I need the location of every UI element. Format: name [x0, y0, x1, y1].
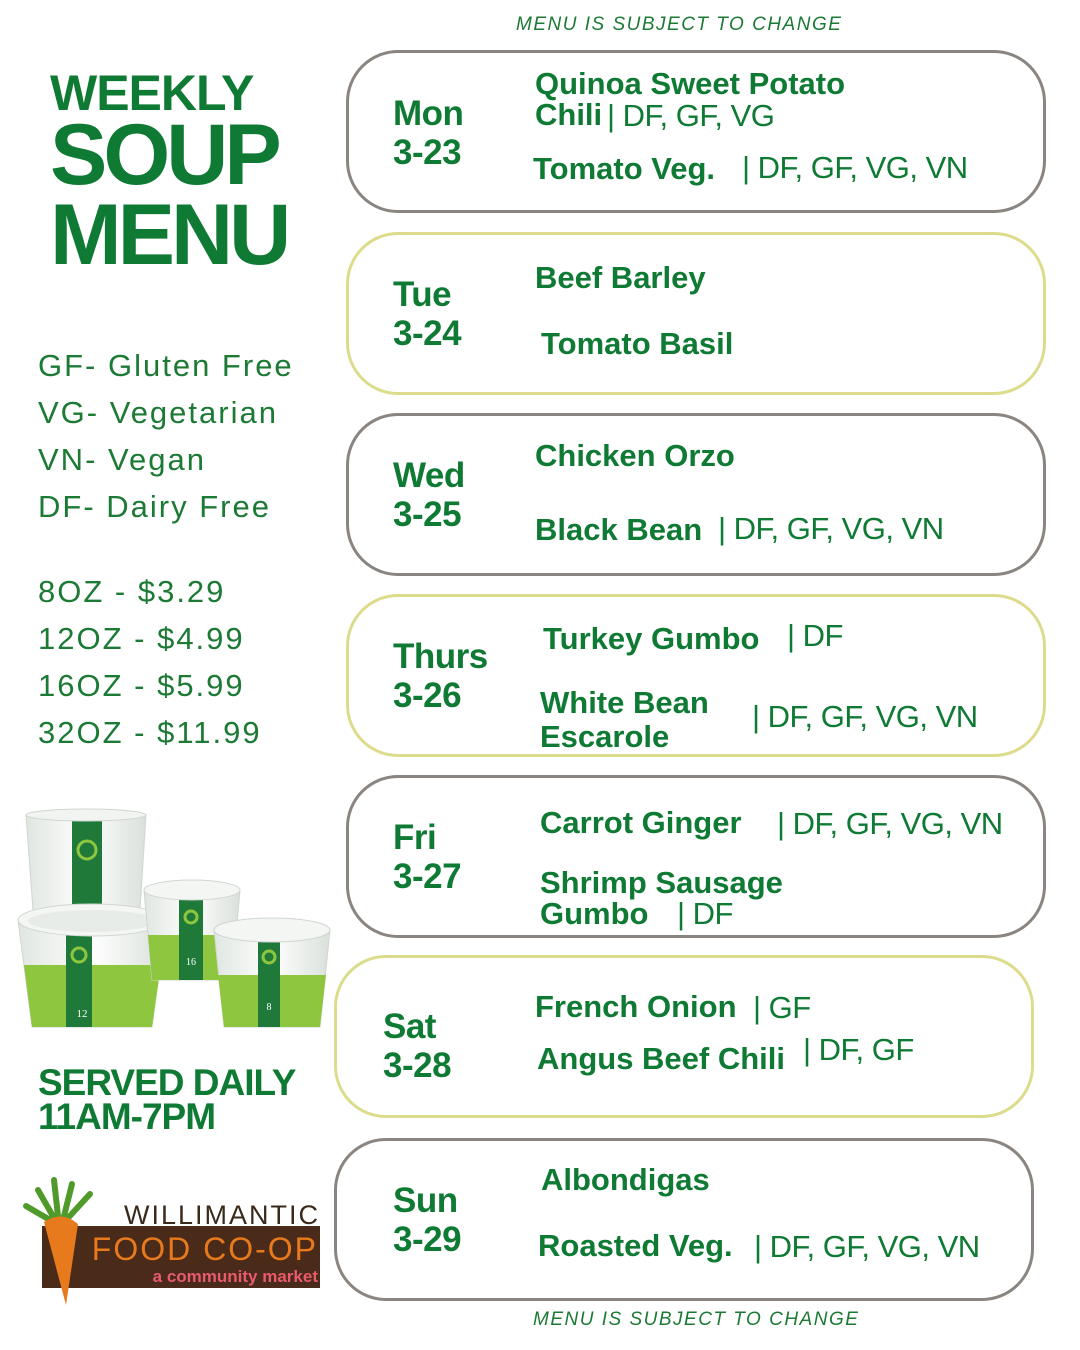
soup-name: Roasted Veg.: [538, 1228, 733, 1263]
menu-change-notice-top: MENU IS SUBJECT TO CHANGE: [516, 14, 843, 35]
day-label-mon: Mon 3-23: [393, 94, 464, 172]
cup-8oz-icon: [214, 918, 330, 1027]
soup-tags: | DF, GF, VG, VN: [777, 806, 1003, 841]
cup-size-12: 12: [76, 1008, 88, 1020]
soup-name: Beef Barley: [535, 260, 706, 295]
soup-name: Shrimp Sausage Gumbo: [540, 865, 783, 931]
soup-tags: | DF, GF, VG, VN: [742, 150, 968, 185]
soup-name: White Bean Escarole: [540, 685, 709, 754]
soup-name: French Onion: [535, 989, 737, 1024]
day-label-sun: Sun 3-29: [393, 1181, 462, 1259]
soup-tags: | DF: [787, 618, 843, 653]
soup-tags: | GF: [753, 990, 811, 1025]
cup-12oz-icon: [18, 904, 166, 1027]
price-8oz: 8OZ - $3.29: [38, 574, 226, 609]
menu-change-notice-bottom: MENU IS SUBJECT TO CHANGE: [533, 1309, 860, 1330]
served-daily-hours: [38, 1062, 296, 1137]
soup-tags: | DF, GF, VG, VN: [754, 1229, 980, 1264]
day-label-wed: Wed 3-25: [393, 456, 465, 534]
day-label-thurs: Thurs 3-26: [393, 637, 488, 715]
served-hours: 11AM-7PM: [38, 1096, 216, 1137]
soup-tags: | DF, GF: [803, 1032, 914, 1067]
soup-name: Chicken Orzo: [535, 438, 735, 473]
price-list: [38, 568, 262, 756]
served-daily-label: SERVED DAILY: [38, 1062, 296, 1103]
soup-name: Angus Beef Chili: [537, 1041, 786, 1076]
legend-df: DF- Dairy Free: [38, 489, 271, 524]
title-menu: MENU: [50, 187, 288, 283]
soup-tags: | DF, GF, VG, VN: [718, 511, 944, 546]
soup-tags: | DF, GF, VG: [607, 98, 775, 133]
soup-name: Tomato Basil: [541, 326, 734, 361]
dietary-legend: [38, 342, 294, 530]
soup-tags: | DF, GF, VG, VN: [752, 699, 978, 734]
soup-name: Albondigas: [541, 1162, 710, 1197]
cup-size-16: 16: [186, 957, 196, 968]
legend-gf: GF- Gluten Free: [38, 348, 294, 383]
title-weekly: WEEKLY: [50, 65, 254, 121]
logo-community-market: a community market: [152, 1267, 318, 1286]
logo-willimantic: WILLIMANTIC: [123, 1200, 320, 1230]
cup-size-8: 8: [266, 1002, 272, 1013]
day-label-tue: Tue 3-24: [393, 275, 462, 353]
soup-name: Tomato Veg.: [533, 151, 716, 186]
soup-name: Carrot Ginger: [540, 805, 742, 840]
title-soup: SOUP: [50, 107, 278, 203]
page-title: [50, 65, 288, 283]
soup-name: Turkey Gumbo: [543, 621, 760, 656]
price-32oz: 32OZ - $11.99: [38, 715, 262, 750]
soup-name: Quinoa Sweet Potato Chili: [535, 66, 846, 132]
day-label-fri: Fri 3-27: [393, 818, 462, 896]
legend-vg: VG- Vegetarian: [38, 395, 278, 430]
day-label-sat: Sat 3-28: [383, 1007, 452, 1085]
legend-vn: VN- Vegan: [38, 442, 206, 477]
price-12oz: 12OZ - $4.99: [38, 621, 245, 656]
logo-food-coop: FOOD CO-OP: [91, 1231, 318, 1267]
willimantic-food-coop-logo: [14, 1170, 324, 1310]
soup-cups-image: [14, 805, 334, 1035]
soup-name: Black Bean: [535, 512, 703, 547]
soup-tags: | DF: [677, 896, 733, 931]
price-16oz: 16OZ - $5.99: [38, 668, 245, 703]
